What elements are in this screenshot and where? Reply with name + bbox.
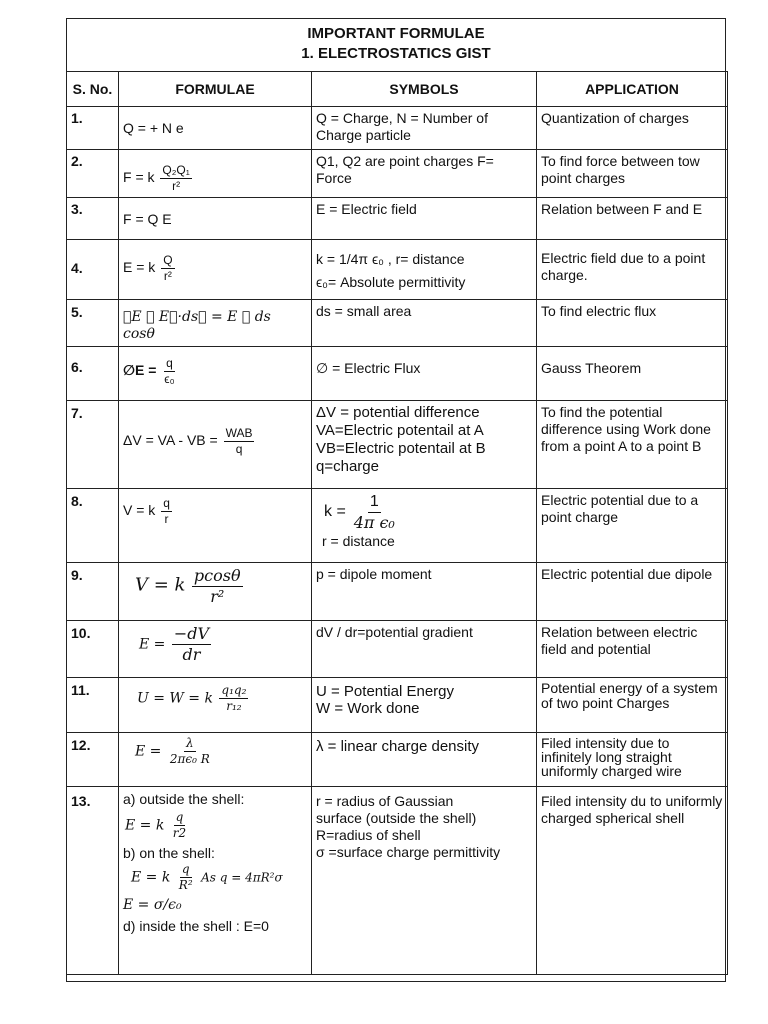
application-cell: Gauss Theorem [537, 347, 728, 401]
symbol-k-denominator: 4π ϵ₀ [353, 513, 395, 532]
formula-part-a: a) outside the shell: [123, 791, 245, 807]
symbol-line: ∅ = Electric Flux [316, 360, 421, 376]
symbol-line: Q1, Q2 are point charges F= [316, 153, 494, 169]
symbols-cell [312, 150, 537, 198]
formula-denominator: r² [163, 269, 172, 283]
formula-cell [119, 150, 312, 198]
row-number: 10. [67, 621, 119, 678]
symbols-cell [312, 300, 537, 347]
formula-lhs: E = k [125, 817, 165, 834]
table-row [67, 347, 728, 401]
formula-numerator: q₁q₂ [221, 683, 247, 697]
table-row [67, 107, 728, 150]
symbol-line: ΔV = potential difference [316, 404, 480, 421]
col-header-application: APPLICATION [537, 72, 728, 107]
row-number: 1. [67, 107, 119, 150]
row-number: 13. [67, 787, 119, 975]
formula-denominator: q [235, 442, 243, 456]
table-row [67, 787, 728, 975]
formula-lhs: E = [135, 743, 162, 760]
symbol-line: E = Electric field [316, 201, 417, 217]
symbols-cell [312, 240, 537, 300]
row-number: 3. [67, 198, 119, 240]
formula-numerator: q [181, 862, 190, 876]
symbol-line: q=charge [316, 458, 379, 475]
formula-denominator: 2πϵ₀ R [169, 752, 210, 766]
formula-part-d: d) inside the shell : E=0 [123, 918, 269, 934]
formula-part-c: E = σ/ϵ₀ [123, 897, 182, 913]
row-number: 5. [67, 300, 119, 347]
table-row [67, 733, 728, 787]
formula-denominator: r [164, 512, 169, 526]
formula-cell [119, 733, 312, 787]
table-row [67, 621, 728, 678]
formula-rhs: As q = 4πR²σ [201, 870, 283, 885]
formula-cell [119, 563, 312, 621]
formula-lhs: U = W = k [137, 690, 213, 707]
symbols-cell [312, 678, 537, 733]
formula-cell [119, 107, 312, 150]
row-number: 9. [67, 563, 119, 621]
symbols-cell [312, 621, 537, 678]
symbol-line: ds = small area [316, 303, 412, 319]
formula-cell [119, 300, 312, 347]
formula-numerator: q [166, 356, 173, 370]
symbol-line: λ = linear charge density [316, 738, 480, 755]
symbol-line: k = 1/4π ϵ₀ , r= distance [316, 251, 465, 267]
formula-cell [119, 678, 312, 733]
row-number: 8. [67, 489, 119, 563]
formula-denominator: ϵ₀ [164, 372, 175, 386]
formula-numerator: pcosθ [193, 566, 241, 585]
symbols-cell [312, 489, 537, 563]
formula-cell [119, 621, 312, 678]
table-header-row [67, 72, 728, 107]
symbol-line: Q = Charge, N = Number of [316, 110, 488, 126]
col-header-formulae: FORMULAE [119, 72, 312, 107]
formula-cell [119, 401, 312, 489]
title-block [67, 19, 725, 71]
formula-sheet [66, 18, 726, 982]
formula-denominator: r2 [172, 826, 187, 840]
formula-denominator: R² [178, 878, 193, 892]
symbol-line: W = Work done [316, 700, 420, 717]
formula-text: ∅E ∮ E⃗·ds⃗ = E ∮ ds cosθ [123, 309, 271, 342]
formula-denominator: r² [210, 587, 225, 606]
table-row [67, 240, 728, 300]
formula-cell [119, 198, 312, 240]
formula-text: Q = + N e [123, 120, 184, 136]
application-cell: Relation between electric field and potential [537, 621, 728, 678]
symbols-cell [312, 401, 537, 489]
application-cell: To find the potential difference using Work done from a point A to a point B [537, 401, 728, 489]
symbols-cell [312, 787, 537, 975]
application-cell: To find force between tow point charges [537, 150, 728, 198]
application-cell: Electric field due to a point charge. [537, 240, 728, 300]
formula-lhs: V = k [123, 502, 156, 519]
application-cell: Quantization of charges [537, 107, 728, 150]
table-row [67, 198, 728, 240]
formula-numerator: Q₂Q₁ [162, 163, 190, 177]
formula-cell [119, 240, 312, 300]
row-number: 2. [67, 150, 119, 198]
symbol-line: dV / dr=potential gradient [316, 624, 473, 640]
col-header-symbols: SYMBOLS [312, 72, 537, 107]
formula-table [66, 71, 728, 975]
symbol-line: σ =surface charge permittivity [316, 844, 501, 860]
formula-cell [119, 347, 312, 401]
formula-numerator: WAB [225, 426, 253, 440]
symbol-line: ϵ₀= Absolute permittivity [316, 274, 466, 290]
formula-cell [119, 787, 312, 975]
page-title: IMPORTANT FORMULAE [307, 25, 485, 42]
formula-numerator: q [163, 496, 170, 510]
table-row [67, 150, 728, 198]
symbols-cell [312, 198, 537, 240]
application-cell: To find electric flux [537, 300, 728, 347]
row-number: 7. [67, 401, 119, 489]
formula-lhs: E = k [123, 259, 156, 276]
formula-numerator: −dV [173, 624, 210, 643]
symbol-line: p = dipole moment [316, 566, 432, 582]
symbol-line: r = radius of Gaussian [316, 793, 454, 809]
formula-lhs: ∅E = [123, 362, 157, 379]
symbol-line: VB=Electric potentail at B [316, 440, 486, 457]
table-row [67, 563, 728, 621]
table-row [67, 678, 728, 733]
row-number: 11. [67, 678, 119, 733]
page-subtitle: 1. ELECTROSTATICS GIST [301, 45, 491, 62]
formula-numerator: Q [163, 253, 173, 267]
col-header-sno: S. No. [67, 72, 119, 107]
formula-lhs: F = k [123, 169, 155, 186]
application-cell: Potential energy of a system of two point Charges [537, 678, 728, 733]
formula-text: F = Q E [123, 211, 172, 227]
row-number: 4. [67, 240, 119, 300]
formula-denominator: dr [182, 645, 201, 664]
symbol-line: VA=Electric potentail at A [316, 422, 484, 439]
symbol-line: surface (outside the shell) [316, 810, 477, 826]
symbol-k-lhs: k = [324, 503, 346, 521]
application-cell: Filed intensity due to infinitely long straight uniformly charged wire [537, 733, 728, 787]
table-row [67, 300, 728, 347]
application-cell: Electric potential due dipole [537, 563, 728, 621]
symbols-cell [312, 107, 537, 150]
symbols-cell [312, 347, 537, 401]
symbol-line: Charge particle [316, 127, 411, 143]
formula-cell [119, 489, 312, 563]
table-row [67, 401, 728, 489]
formula-numerator: q [175, 810, 184, 824]
symbol-line: r = distance [322, 533, 395, 549]
row-number: 6. [67, 347, 119, 401]
symbol-line: Force [316, 170, 352, 186]
table-row [67, 489, 728, 563]
formula-lhs: E = k [131, 869, 171, 886]
symbol-line: U = Potential Energy [316, 683, 454, 700]
formula-part-b: b) on the shell: [123, 845, 215, 861]
application-cell: Relation between F and E [537, 198, 728, 240]
formula-lhs: V = k [135, 574, 186, 596]
symbols-cell [312, 733, 537, 787]
symbol-line: R=radius of shell [316, 827, 421, 843]
formula-denominator: r² [172, 179, 181, 193]
application-cell: Filed intensity du to uniformly charged spherical shell [537, 787, 728, 975]
row-number: 12. [67, 733, 119, 787]
symbol-k-numerator: 1 [368, 492, 381, 513]
formula-numerator: λ [186, 736, 194, 750]
application-cell: Electric potential due to a point charge [537, 489, 728, 563]
formula-lhs: ΔV = VA - VB = [123, 432, 218, 449]
formula-denominator: r₁₂ [226, 699, 242, 713]
symbols-cell [312, 563, 537, 621]
formula-lhs: E = [139, 636, 166, 653]
